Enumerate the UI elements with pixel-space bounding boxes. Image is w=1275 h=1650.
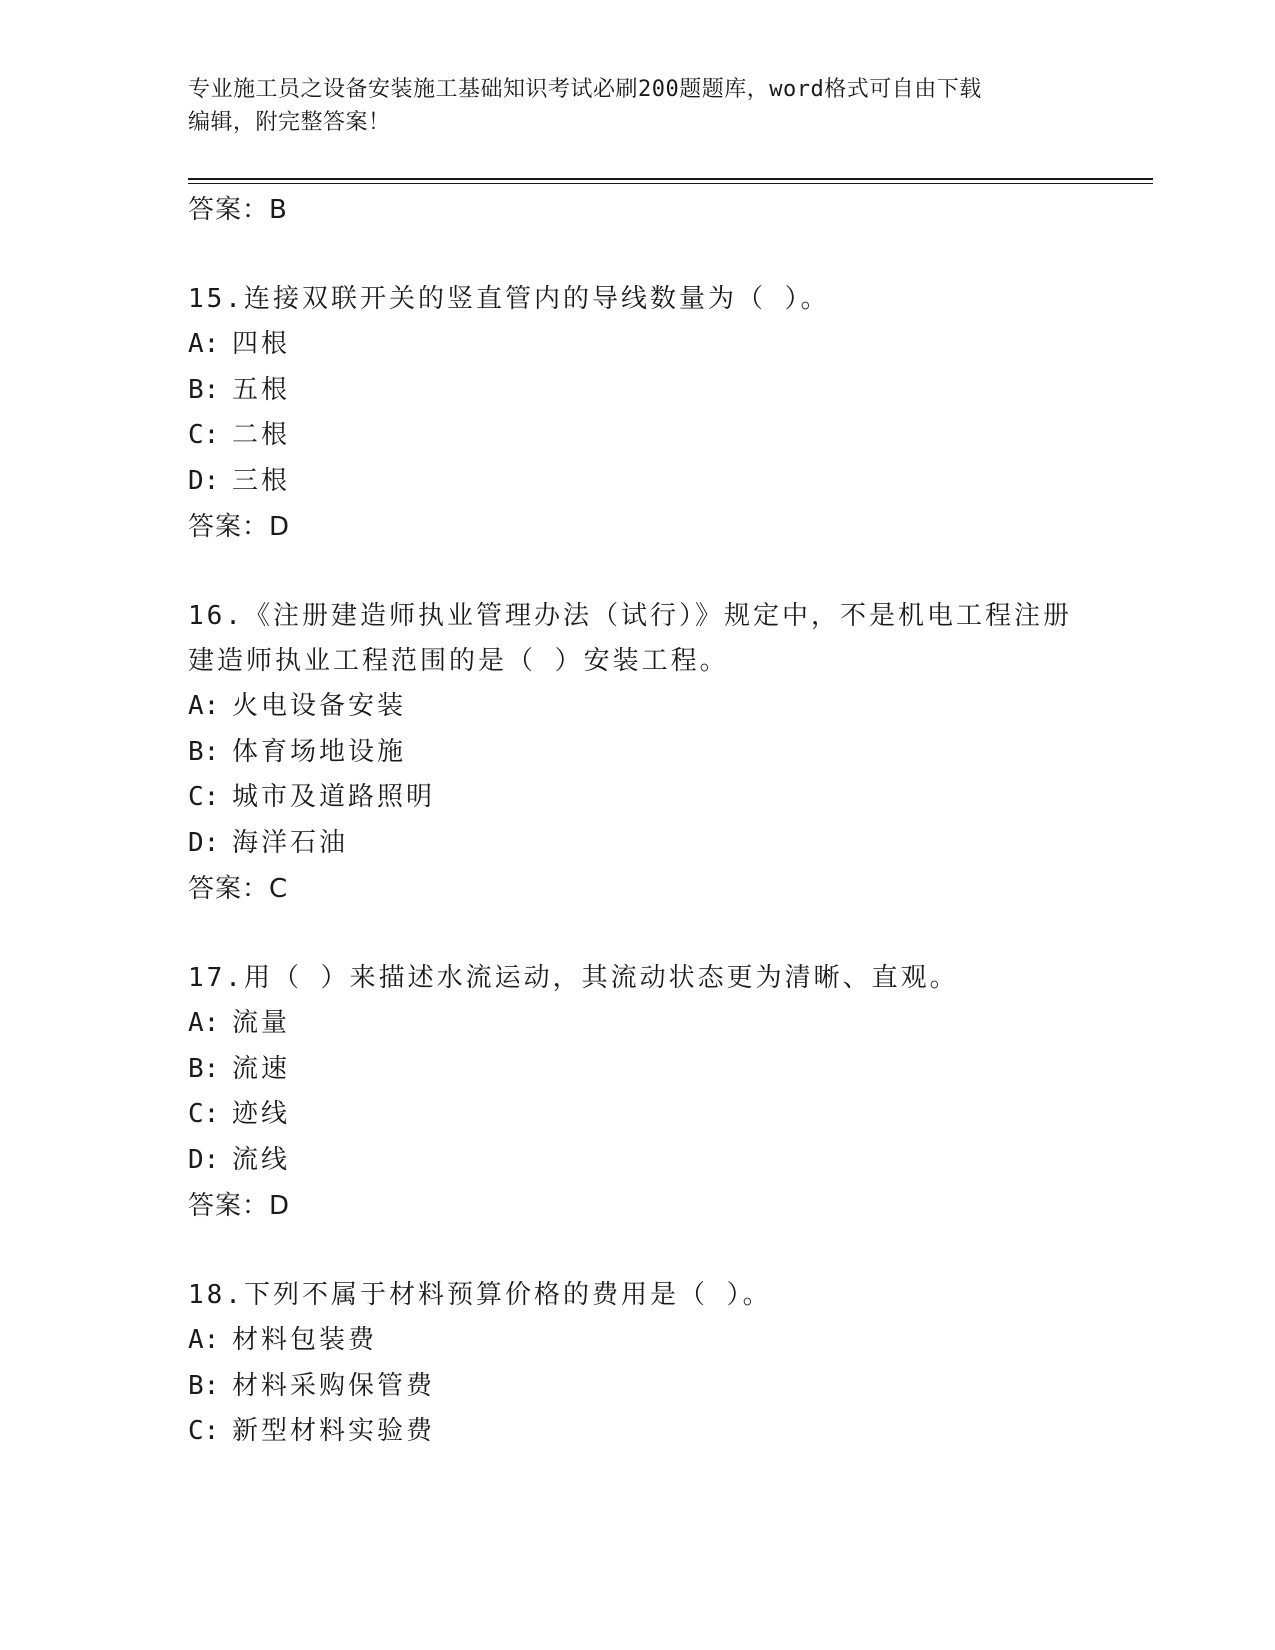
answer-option — [188, 684, 1088, 730]
header-line-2: 编辑，附完整答案！ — [188, 110, 391, 135]
option-letter: A: — [188, 1008, 220, 1038]
option-text: 迹线 — [232, 1099, 291, 1129]
answer-option — [188, 1138, 1088, 1184]
previous-answer: 答案：B — [188, 195, 288, 225]
answer-key: 答案：D — [188, 1191, 291, 1221]
option-letter: B: — [188, 736, 220, 767]
answer-option — [188, 1047, 1088, 1093]
question-text: 建造师执业工程范围的是（ ）安装工程。 — [188, 646, 729, 676]
header-line-1: 专业施工员之设备安装施工基础知识考试必刷200题题库，word格式可自由下载 — [188, 77, 982, 102]
answer-option — [188, 1409, 1088, 1455]
option-letter: C: — [188, 1099, 220, 1129]
option-text: 二根 — [232, 420, 291, 450]
option-text: 火电设备安装 — [232, 691, 407, 721]
option-letter: D: — [188, 1144, 220, 1175]
question-text: 18.下列不属于材料预算价格的费用是（ ）。 — [188, 1280, 772, 1310]
answer-option — [188, 775, 1088, 821]
question-block — [188, 956, 1088, 1229]
option-text: 五根 — [232, 374, 291, 405]
answer-key: 答案：C — [188, 874, 289, 904]
answer-option — [188, 368, 1088, 414]
option-letter: C: — [188, 782, 220, 812]
option-letter: B: — [188, 1370, 220, 1401]
answer-option — [188, 459, 1088, 505]
answer-option — [188, 1001, 1088, 1047]
option-letter: A: — [188, 329, 220, 359]
question-text: 16.《注册建造师执业管理办法（试行）》规定中，不是机电工程注册 — [188, 601, 1072, 631]
option-text: 海洋石油 — [232, 827, 349, 858]
option-text: 三根 — [232, 465, 291, 496]
question-list — [188, 187, 1088, 1455]
option-letter: B: — [188, 1053, 220, 1084]
option-text: 体育场地设施 — [232, 736, 407, 767]
answer-option — [188, 730, 1088, 776]
question-block — [188, 594, 1088, 912]
option-text: 城市及道路照明 — [232, 782, 436, 812]
answer-option — [188, 1364, 1088, 1410]
answer-option — [188, 1092, 1088, 1138]
option-text: 流速 — [232, 1053, 291, 1084]
option-letter: A: — [188, 1325, 220, 1355]
document-header — [188, 73, 1088, 139]
header-rule-thick — [188, 178, 1153, 180]
option-letter: A: — [188, 691, 220, 721]
answer-option — [188, 821, 1088, 867]
answer-option — [188, 413, 1088, 459]
answer-option — [188, 322, 1088, 368]
option-letter: C: — [188, 1416, 220, 1446]
question-text: 15.连接双联开关的竖直管内的导线数量为（ ）。 — [188, 284, 830, 314]
option-letter: D: — [188, 827, 220, 858]
option-letter: C: — [188, 420, 220, 450]
option-letter: B: — [188, 374, 220, 405]
option-text: 四根 — [232, 329, 291, 359]
answer-key: 答案：D — [188, 512, 291, 542]
option-text: 材料包装费 — [232, 1325, 378, 1355]
question-block — [188, 277, 1088, 550]
option-text: 流量 — [232, 1008, 291, 1038]
header-rule-thin — [188, 183, 1153, 184]
question-text: 17.用（ ）来描述水流运动，其流动状态更为清晰、直观。 — [188, 963, 959, 993]
option-letter: D: — [188, 465, 220, 496]
option-text: 材料采购保管费 — [232, 1370, 436, 1401]
option-text: 流线 — [232, 1144, 291, 1175]
answer-option — [188, 1318, 1088, 1364]
option-text: 新型材料实验费 — [232, 1416, 436, 1446]
question-block — [188, 1273, 1088, 1455]
